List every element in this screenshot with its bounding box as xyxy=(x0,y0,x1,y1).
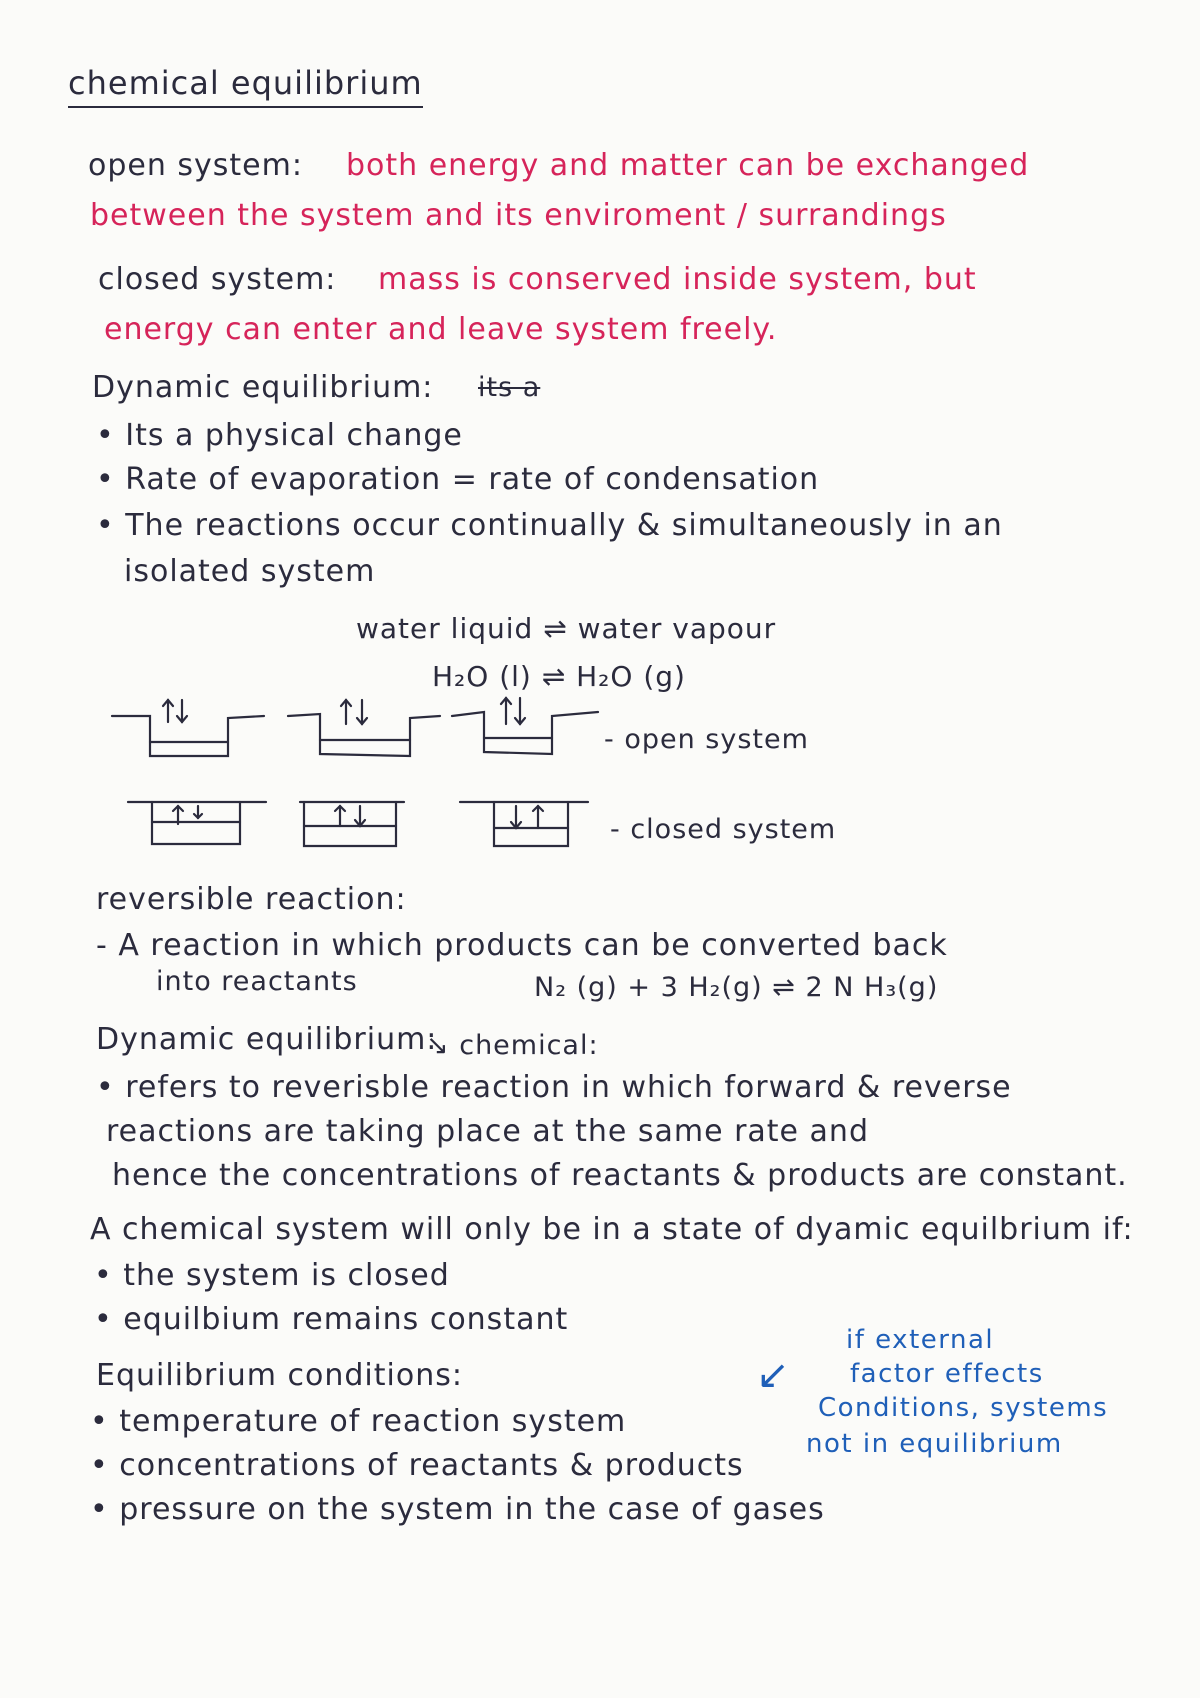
conditions-bullet-pressure: • pressure on the system in the case of gases xyxy=(90,1492,825,1527)
dynamic-chemical-line-3: hence the concentrations of reactants & products are constant. xyxy=(112,1158,1128,1193)
closed-container-1 xyxy=(128,802,266,844)
open-system-diagram-label: - open system xyxy=(604,724,809,755)
side-note-arrow-icon: ↙ xyxy=(756,1352,791,1398)
ammonia-equation: N₂ (g) + 3 H₂(g) ⇌ 2 N H₃(g) xyxy=(534,972,939,1003)
state-condition-intro: A chemical system will only be in a state of dyamic equilbrium if: xyxy=(90,1212,1134,1247)
page-title: chemical equilibrium xyxy=(68,64,423,108)
closed-system-label: closed system: xyxy=(98,262,337,297)
reversible-heading: reversible reaction: xyxy=(96,882,407,917)
dynamic-chemical-line-1: • refers to reverisble reaction in which forward & reverse xyxy=(96,1070,1012,1105)
closed-system-diagram-label: - closed system xyxy=(610,814,837,845)
struck-text: its a xyxy=(478,372,541,403)
open-system-label: open system: xyxy=(88,148,303,183)
bullet-reactions-occur: • The reactions occur continually & simultaneously in an xyxy=(96,508,1003,543)
dynamic-chemical-heading: Dynamic equilibrium: xyxy=(96,1022,438,1057)
reversible-line-2: into reactants xyxy=(156,966,358,997)
side-note-line-4: not in equilibrium xyxy=(806,1429,1063,1459)
side-note-line-1: if external xyxy=(846,1325,995,1355)
closed-system-text-1: mass is conserved inside system, but xyxy=(378,262,977,297)
bullet-text: the system is closed xyxy=(123,1258,450,1293)
water-equation-formula: H₂O (l) ⇌ H₂O (g) xyxy=(432,660,686,693)
closed-container-3 xyxy=(460,802,588,846)
dynamic-chemical-line-2: reactions are taking place at the same rate and xyxy=(106,1114,869,1149)
bullet-text: pressure on the system in the case of gases xyxy=(119,1492,825,1527)
bullet-text: equilbium remains constant xyxy=(123,1302,569,1337)
reversible-line-1: - A reaction in which products can be converted back xyxy=(96,928,948,963)
open-container-1 xyxy=(112,700,264,756)
side-note-line-2: factor effects xyxy=(850,1359,1044,1389)
bullet-text: Rate of evaporation = rate of condensation xyxy=(125,462,820,497)
bullet-text: Its a physical change xyxy=(125,418,463,453)
chemical-label: chemical: xyxy=(459,1030,599,1061)
state-bullet-closed: • the system is closed xyxy=(94,1258,450,1293)
closed-system-text-2: energy can enter and leave system freely. xyxy=(104,312,778,347)
closed-container-2 xyxy=(300,802,404,846)
open-system-text-1: both energy and matter can be exchanged xyxy=(346,148,1030,183)
bullet-text: concentrations of reactants & products xyxy=(119,1448,744,1483)
open-container-3 xyxy=(452,698,598,754)
bullet-text: The reactions occur continually & simultaneously in an xyxy=(125,508,1003,543)
dynamic-physical-heading: Dynamic equilibrium: xyxy=(92,370,434,405)
bullet-rate: • Rate of evaporation = rate of condensation xyxy=(96,462,820,497)
right-arrow-icon: ↘ xyxy=(426,1030,460,1061)
bullet-reactions-occur-continued: isolated system xyxy=(124,554,376,589)
side-note-line-3: Conditions, systems xyxy=(818,1393,1109,1423)
state-bullet-constant: • equilbium remains constant xyxy=(94,1302,569,1337)
bullet-text: temperature of reaction system xyxy=(119,1404,627,1439)
conditions-bullet-temperature: • temperature of reaction system xyxy=(90,1404,627,1439)
conditions-bullet-concentrations: • concentrations of reactants & products xyxy=(90,1448,744,1483)
water-equation-words: water liquid ⇌ water vapour xyxy=(356,612,777,645)
chemical-arrow-label xyxy=(426,1030,599,1061)
open-container-2 xyxy=(288,700,440,756)
bullet-physical-change: • Its a physical change xyxy=(96,418,463,453)
conditions-heading: Equilibrium conditions: xyxy=(96,1358,463,1393)
open-system-text-2: between the system and its enviroment / surrandings xyxy=(90,198,947,233)
